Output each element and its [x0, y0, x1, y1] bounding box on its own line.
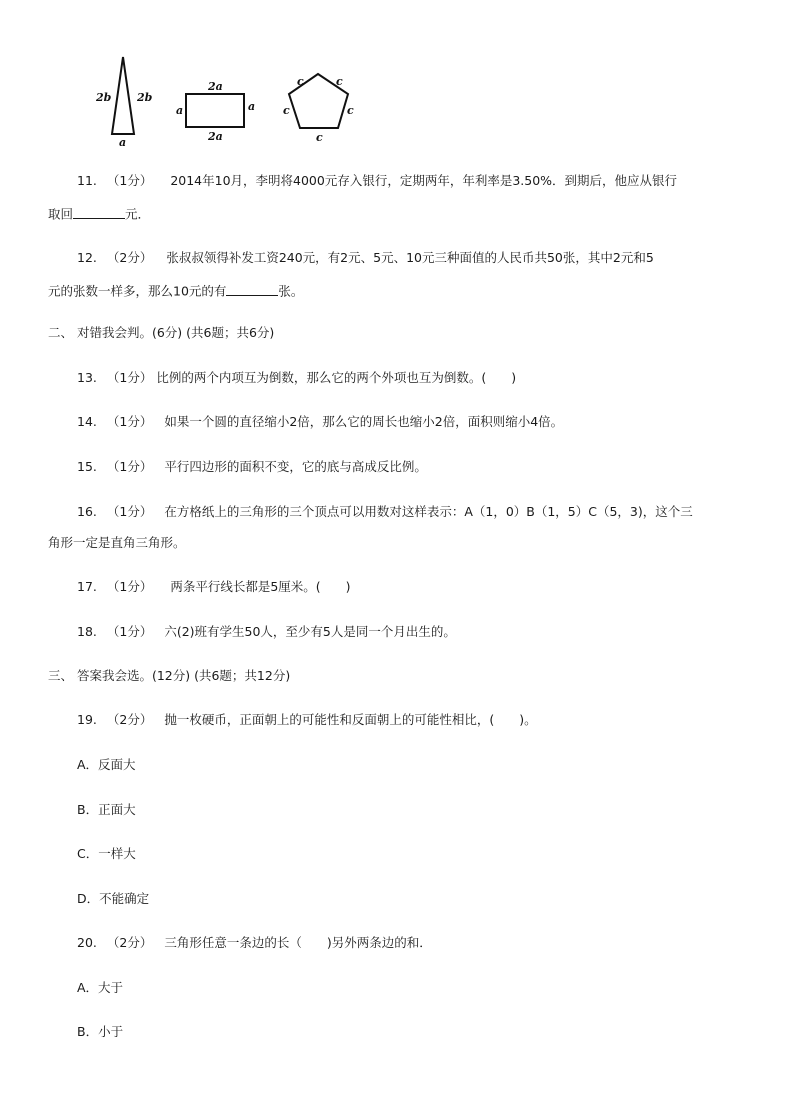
q14-score: （1分）	[106, 414, 153, 429]
geometry-figures	[90, 52, 370, 152]
q19-option-c[interactable]: C．一样大	[77, 846, 136, 861]
rectangle-right-label: a	[248, 100, 256, 113]
q14-text: 如果一个圆的直径缩小2倍，那么它的周长也缩小2倍，面积则缩小4倍。	[164, 414, 564, 429]
q11-line1	[77, 173, 677, 189]
q11-line2	[48, 205, 150, 223]
q13-score: （1分）	[106, 370, 153, 385]
triangle-left-label: 2b	[96, 91, 112, 104]
q19-option-b[interactable]: B．正面大	[77, 802, 136, 817]
q20-option-a[interactable]: A．大于	[77, 980, 124, 995]
q17-score: （1分）	[106, 579, 153, 594]
q11-score: （1分）	[106, 173, 153, 188]
triangle-right-label: 2b	[137, 91, 153, 104]
q12-text-post: 张。	[278, 283, 304, 299]
rectangle-top-label: 2a	[208, 80, 223, 93]
q15-number: 15.	[77, 459, 97, 474]
q12-answer-blank[interactable]	[226, 282, 278, 296]
q16-line2: 角形一定是直角三角形。	[48, 535, 186, 550]
q12-text-pre: 元的张数一样多，那么10元的有	[48, 283, 227, 299]
q19	[77, 712, 537, 728]
q15	[77, 459, 427, 475]
rectangle-left-label: a	[176, 104, 184, 117]
q12-text: 张叔叔领得补发工资240元，有2元、5元、10元三种面值的人民币共50张，其中2元和5	[166, 250, 654, 265]
section2-title: 二、 对错我会判。(6分) (共6题；共6分)	[48, 325, 275, 340]
q19-option-d[interactable]: D．不能确定	[77, 891, 150, 906]
q18	[77, 624, 456, 640]
isosceles-triangle	[112, 57, 134, 134]
section3-title: 三、 答案我会选。(12分) (共6题；共12分)	[48, 668, 291, 683]
q11-answer-blank[interactable]	[73, 205, 125, 219]
q13-text: 比例的两个内项互为倒数，那么它的两个外项也互为倒数。( )	[156, 370, 517, 385]
q11-text-post: 元．	[125, 206, 151, 222]
q20-option-b[interactable]: B．小于	[77, 1024, 124, 1039]
q11-number: 11.	[77, 173, 97, 188]
q18-score: （1分）	[106, 624, 153, 639]
q14	[77, 414, 563, 430]
q13	[77, 370, 516, 386]
q15-score: （1分）	[106, 459, 153, 474]
q20-score: （2分）	[106, 935, 153, 950]
q12-line2	[48, 282, 303, 300]
q20	[77, 935, 432, 951]
q19-option-a[interactable]: A．反面大	[77, 757, 136, 772]
pentagon-side-label-3: c	[347, 104, 354, 117]
figures-svg	[90, 52, 370, 152]
q16-text: 在方格纸上的三角形的三个顶点可以用数对这样表示：A（1，0）B（1，5）C（5，3)，这个三	[164, 504, 693, 519]
q18-text: 六(2)班有学生50人，至少有5人是同一个月出生的。	[164, 624, 456, 639]
q11-text-pre: 取回	[48, 206, 74, 222]
q17-text: 两条平行线长都是5厘米。( )	[170, 579, 351, 594]
q16-number: 16.	[77, 504, 97, 519]
q20-number: 20.	[77, 935, 97, 950]
q19-text: 抛一枚硬币，正面朝上的可能性和反面朝上的可能性相比，( )。	[164, 712, 537, 727]
pentagon-side-label-2: c	[336, 75, 343, 88]
q12-number: 12.	[77, 250, 97, 265]
rectangle	[186, 94, 244, 127]
q15-text: 平行四边形的面积不变，它的底与高成反比例。	[164, 459, 427, 474]
q12-score: （2分）	[106, 250, 153, 265]
q13-number: 13.	[77, 370, 97, 385]
q17-number: 17.	[77, 579, 97, 594]
q16-line1	[77, 504, 693, 520]
q19-score: （2分）	[106, 712, 153, 727]
triangle-base-label: a	[119, 136, 127, 149]
q17	[77, 579, 351, 595]
q11-text: 2014年10月，李明将4000元存入银行，定期两年，年利率是3.50%．到期后，他应从银行	[170, 173, 678, 188]
pentagon-side-label-5: c	[283, 104, 290, 117]
pentagon-side-label-4: c	[316, 131, 323, 144]
pentagon-side-label-1: c	[297, 75, 304, 88]
q16-score: （1分）	[106, 504, 153, 519]
q19-number: 19.	[77, 712, 97, 727]
q18-number: 18.	[77, 624, 97, 639]
q12-line1	[77, 250, 654, 266]
q14-number: 14.	[77, 414, 97, 429]
rectangle-bottom-label: 2a	[208, 130, 223, 143]
q20-text: 三角形任意一条边的长（ )另外两条边的和．	[164, 935, 432, 950]
